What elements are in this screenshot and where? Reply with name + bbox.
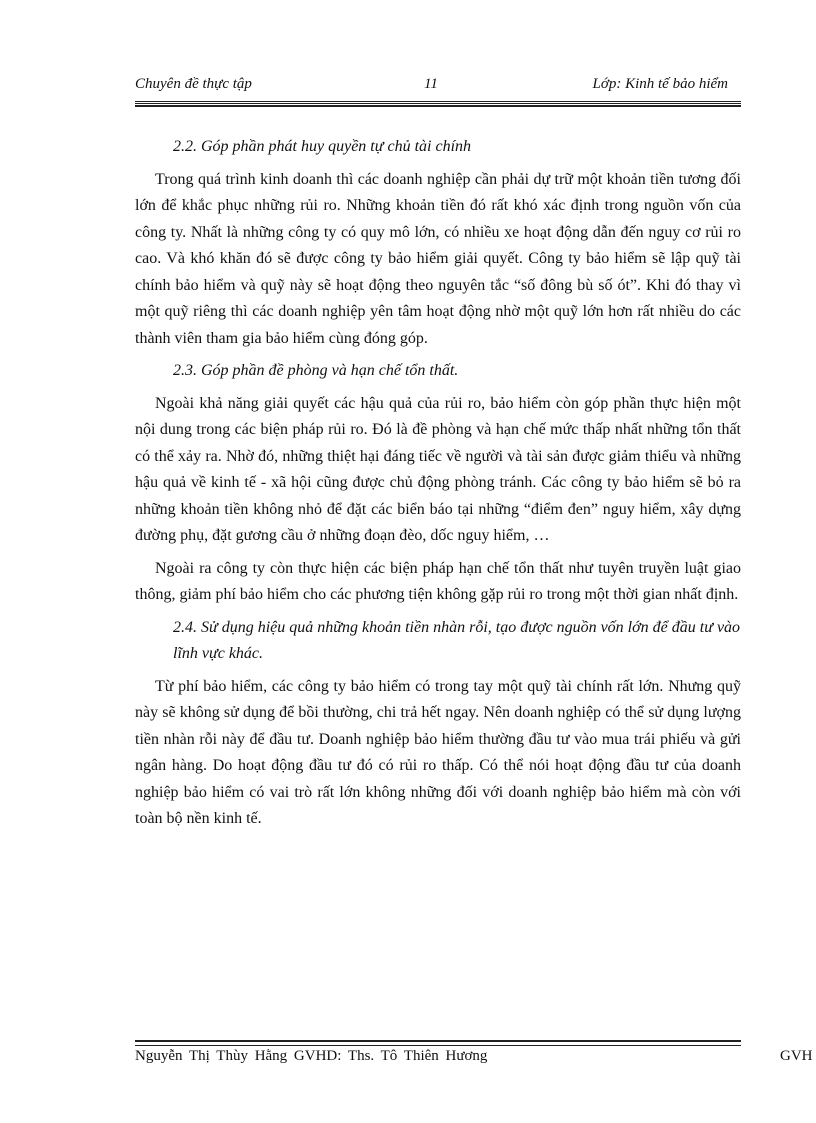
- footer-author-supervisor: Nguyễn Thị Thùy Hằng GVHD: Ths. Tô Thiên Hương: [135, 1048, 488, 1064]
- paragraph: Ngoài khả năng giải quyết các hậu quả của rủi ro, bảo hiểm còn góp phần thực hiện một nội dung trong các biện pháp rủi ro. Đó là đề phòng và hạn chế mức thấp nhất những tổn thất có thể xảy ra. Nhờ đó, những thiệt hại đáng tiếc về người và tài sản được giảm thiểu và những hậu quả về kinh tế - xã hội cũng được chủ động phòng tránh. Các công ty bảo hiểm sẽ bỏ ra những khoản tiền không nhỏ để đặt các biển báo tại những “điểm đen” nguy hiểm, xây dựng đường phụ, đặt gương cầu ở những đoạn đèo, dốc nguy hiểm, …: [135, 394, 741, 544]
- paragraph: Từ phí bảo hiểm, các công ty bảo hiểm có trong tay một quỹ tài chính rất lớn. Nhưng quỹ này sẽ không sử dụng để bồi thường, chi trả hết ngay. Nên doanh nghiệp có thể sử dụng lượng tiền nhàn rỗi này để đầu tư. Doanh nghiệp bảo hiểm thường đầu tư vào mua trái phiếu và gửi ngân hàng. Do hoạt động đầu tư đó có rủi ro thấp. Có thể nói hoạt động đầu tư của doanh nghiệp bảo hiểm có vai trò rất lớn không những đối với doanh nghiệp bảo hiểm mà còn với toàn bộ nền kinh tế.: [135, 677, 741, 827]
- paragraph: Ngoài ra công ty còn thực hiện các biện pháp hạn chế tổn thất như tuyên truyền luật giao thông, giảm phí bảo hiểm cho các phương tiện không gặp rủi ro trong một thời gian nhất định.: [135, 559, 741, 603]
- paragraph: Trong quá trình kinh doanh thì các doanh nghiệp cần phải dự trữ một khoản tiền tương đối lớn để khắc phục những rủi ro. Những khoản tiền đó rất khó xác định trong nguồn vốn của công ty. Nhất là những công ty có quy mô lớn, có nhiều xe hoạt động dẫn đến nguy cơ rủi ro cao. Và khó khăn đó sẽ được công ty bảo hiểm giải quyết. Công ty bảo hiểm sẽ lập quỹ tài chính bảo hiểm và quỹ này sẽ hoạt động theo nguyên tắc “số đông bù số ót”. Khi đó thay vì một quỹ riêng thì các doanh nghiệp yên tâm hoạt động nhờ một quỹ lớn hơn rất nhiều do các thành viên tham gia bảo hiểm cùng đóng góp.: [135, 170, 741, 347]
- header-rule-thick: [135, 105, 741, 107]
- header-rule-double: [135, 101, 741, 104]
- section-heading-2-2: 2.2. Góp phần phát huy quyền tự chủ tài chính: [173, 138, 472, 155]
- section-heading-2-4: 2.4. Sử dụng hiệu quả những khoản tiền nhàn rỗi, tạo được nguồn vốn lớn để đầu tư vào lĩnh vực khác.: [173, 618, 741, 662]
- header-class-name: Lớp: Kinh tế bảo hiểm: [592, 76, 728, 92]
- page-header: [135, 76, 740, 98]
- footer-rule-thick: [135, 1040, 741, 1042]
- page-number: 11: [424, 76, 438, 92]
- section-heading-2-3: 2.3. Góp phần đề phòng và hạn chế tổn thất.: [173, 362, 459, 379]
- document-body: [135, 134, 741, 839]
- header-course-title: Chuyên đề thực tập: [135, 76, 252, 92]
- footer-rule-thin: [135, 1045, 741, 1046]
- footer-right-text: GVH: [780, 1048, 813, 1064]
